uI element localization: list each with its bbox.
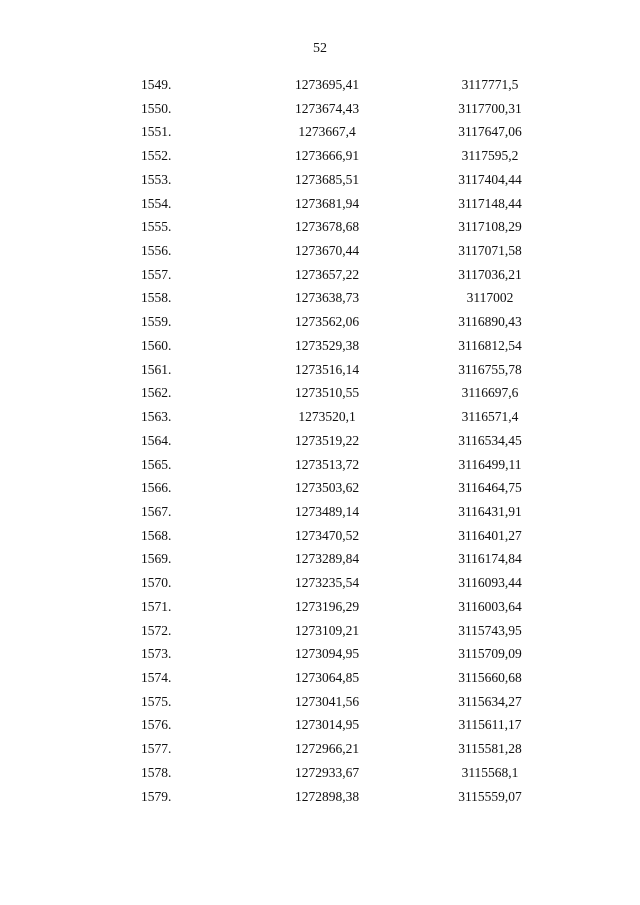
y-coordinate: 3116890,43 <box>458 314 522 330</box>
x-coordinate: 1273678,68 <box>294 219 360 235</box>
y-coordinate: 3117700,31 <box>458 100 522 116</box>
point-number: 1572. <box>141 622 172 638</box>
y-coordinate: 3116534,45 <box>458 432 522 448</box>
point-number: 1553. <box>141 171 172 187</box>
y-coordinate: 3115709,09 <box>458 646 522 662</box>
x-coordinate: 1273503,62 <box>294 480 360 496</box>
point-number: 1574. <box>141 669 172 685</box>
x-coordinate: 1273235,54 <box>294 575 360 591</box>
y-coordinate: 3117404,44 <box>458 171 522 187</box>
coordinates-table <box>0 73 640 808</box>
table-row <box>0 524 640 548</box>
y-coordinate: 3115581,28 <box>458 741 522 757</box>
table-row <box>0 97 640 121</box>
table-row <box>0 666 640 690</box>
table-row <box>0 286 640 310</box>
x-coordinate: 1273510,55 <box>294 385 360 401</box>
y-coordinate: 3116093,44 <box>458 575 522 591</box>
x-coordinate: 1273470,52 <box>294 527 360 543</box>
table-row <box>0 453 640 477</box>
table-row <box>0 571 640 595</box>
table-row <box>0 144 640 168</box>
x-coordinate: 1273064,85 <box>294 669 360 685</box>
table-row <box>0 547 640 571</box>
table-row <box>0 690 640 714</box>
point-number: 1565. <box>141 456 172 472</box>
y-coordinate: 3115611,17 <box>458 717 522 733</box>
y-coordinate: 3116174,84 <box>458 551 522 567</box>
point-number: 1567. <box>141 503 172 519</box>
y-coordinate: 3116431,91 <box>458 503 522 519</box>
point-number: 1564. <box>141 432 172 448</box>
point-number: 1555. <box>141 219 172 235</box>
table-row <box>0 263 640 287</box>
y-coordinate: 3115743,95 <box>458 622 522 638</box>
point-number: 1558. <box>141 290 172 306</box>
table-row <box>0 192 640 216</box>
table-row <box>0 334 640 358</box>
point-number: 1561. <box>141 361 172 377</box>
x-coordinate: 1273109,21 <box>294 622 360 638</box>
point-number: 1570. <box>141 575 172 591</box>
point-number: 1579. <box>141 788 172 804</box>
table-row <box>0 642 640 666</box>
x-coordinate: 1273289,84 <box>294 551 360 567</box>
x-coordinate: 1273674,43 <box>294 100 360 116</box>
x-coordinate: 1273685,51 <box>294 171 360 187</box>
table-row <box>0 429 640 453</box>
y-coordinate: 3117771,5 <box>461 77 519 92</box>
x-coordinate: 1273014,95 <box>294 717 360 733</box>
table-row <box>0 381 640 405</box>
x-coordinate: 1273516,14 <box>294 361 360 377</box>
x-coordinate: 1273489,14 <box>294 503 360 519</box>
point-number: 1576. <box>141 717 172 733</box>
x-coordinate: 1273670,44 <box>294 243 360 259</box>
y-coordinate: 3115634,27 <box>458 693 522 709</box>
table-row <box>0 215 640 239</box>
y-coordinate: 3115559,07 <box>458 788 522 804</box>
y-coordinate: 3117002 <box>466 290 514 306</box>
x-coordinate: 1273562,06 <box>294 314 360 330</box>
x-coordinate: 1273695,41 <box>294 77 360 92</box>
y-coordinate: 3116499,11 <box>458 456 522 472</box>
table-row <box>0 476 640 500</box>
x-coordinate: 1273638,73 <box>294 290 360 306</box>
point-number: 1566. <box>141 480 172 496</box>
table-row <box>0 73 640 97</box>
point-number: 1556. <box>141 243 172 259</box>
y-coordinate: 3116464,75 <box>458 480 522 496</box>
y-coordinate: 3117036,21 <box>458 266 522 282</box>
table-row <box>0 737 640 761</box>
point-number: 1562. <box>141 385 172 401</box>
x-coordinate: 1273667,4 <box>298 124 356 140</box>
table-row <box>0 310 640 334</box>
x-coordinate: 1273657,22 <box>294 266 360 282</box>
point-number: 1563. <box>141 409 172 425</box>
x-coordinate: 1273041,56 <box>294 693 360 709</box>
table-row <box>0 785 640 809</box>
point-number: 1571. <box>141 598 172 614</box>
y-coordinate: 3117595,2 <box>461 148 519 164</box>
point-number: 1577. <box>141 741 172 757</box>
point-number: 1568. <box>141 527 172 543</box>
y-coordinate: 3115568,1 <box>461 764 519 780</box>
x-coordinate: 1273519,22 <box>294 432 360 448</box>
y-coordinate: 3117071,58 <box>458 243 522 259</box>
y-coordinate: 3117647,06 <box>458 124 522 140</box>
point-number: 1560. <box>141 337 172 353</box>
point-number: 1569. <box>141 551 172 567</box>
point-number: 1550. <box>141 100 172 116</box>
point-number: 1557. <box>141 266 172 282</box>
table-row <box>0 358 640 382</box>
table-row <box>0 619 640 643</box>
x-coordinate: 1273513,72 <box>294 456 360 472</box>
x-coordinate: 1273681,94 <box>294 195 360 211</box>
y-coordinate: 3115660,68 <box>458 669 522 685</box>
y-coordinate: 3117148,44 <box>458 195 522 211</box>
x-coordinate: 1273666,91 <box>294 148 360 164</box>
y-coordinate: 3116755,78 <box>458 361 522 377</box>
y-coordinate: 3116003,64 <box>458 598 522 614</box>
point-number: 1578. <box>141 764 172 780</box>
table-row <box>0 405 640 429</box>
point-number: 1552. <box>141 148 172 164</box>
x-coordinate: 1273094,95 <box>294 646 360 662</box>
x-coordinate: 1273529,38 <box>294 337 360 353</box>
table-row <box>0 120 640 144</box>
x-coordinate: 1273196,29 <box>294 598 360 614</box>
y-coordinate: 3116812,54 <box>458 337 522 353</box>
y-coordinate: 3116571,4 <box>461 409 519 425</box>
y-coordinate: 3117108,29 <box>458 219 522 235</box>
table-row <box>0 168 640 192</box>
table-row <box>0 239 640 263</box>
y-coordinate: 3116697,6 <box>461 385 519 401</box>
x-coordinate: 1272933,67 <box>294 764 360 780</box>
table-row <box>0 500 640 524</box>
page-number: 52 <box>313 41 327 56</box>
point-number: 1554. <box>141 195 172 211</box>
point-number: 1549. <box>141 77 172 92</box>
table-row <box>0 595 640 619</box>
point-number: 1551. <box>141 124 172 140</box>
point-number: 1575. <box>141 693 172 709</box>
table-row <box>0 713 640 737</box>
table-row <box>0 761 640 785</box>
y-coordinate: 3116401,27 <box>458 527 522 543</box>
point-number: 1559. <box>141 314 172 330</box>
x-coordinate: 1272898,38 <box>294 788 360 804</box>
point-number: 1573. <box>141 646 172 662</box>
x-coordinate: 1273520,1 <box>298 409 356 425</box>
x-coordinate: 1272966,21 <box>294 741 360 757</box>
